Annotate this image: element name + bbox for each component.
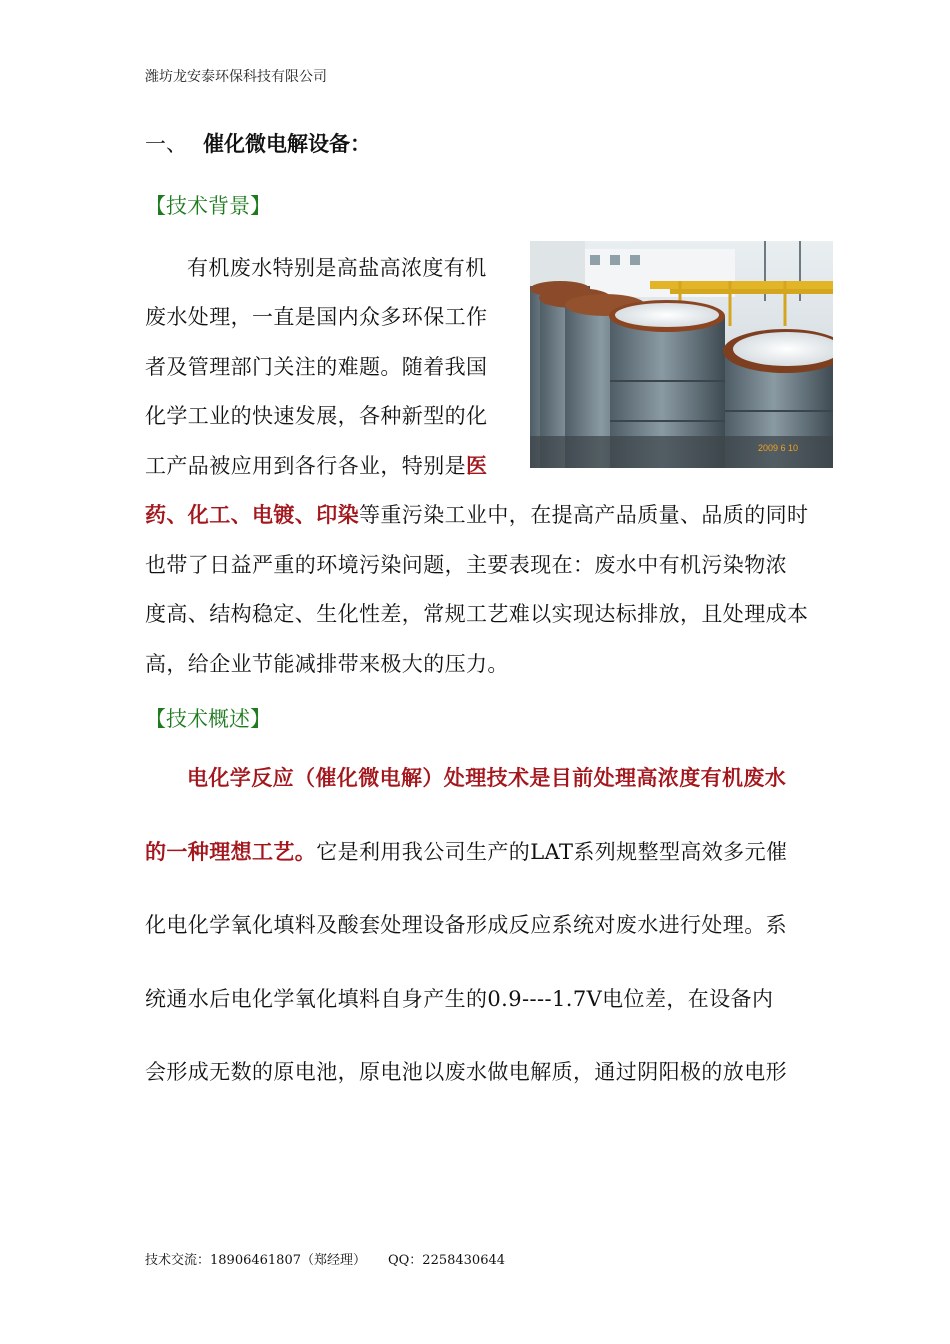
paragraph-line: 也带了日益严重的环境污染问题，主要表现在：废水中有机污染物浓 xyxy=(145,553,787,577)
paragraph-text: 等重污染工业中，在提高产品质量、品质的同时 xyxy=(359,503,809,527)
label-tech-overview: 【技术概述】 xyxy=(145,707,271,731)
page-footer xyxy=(145,1249,505,1268)
paragraph-line: 统通水后电化学氧化填料自身产生的0.9----1.7V电位差，在设备内 xyxy=(145,987,774,1011)
photo-date-stamp: 2009 6 10 xyxy=(758,443,799,453)
highlight-industries: 药、化工、电镀、印染 xyxy=(145,502,359,527)
footer-contact: 技术交流：18906461807（郑经理） xyxy=(145,1253,366,1268)
paragraph-line: 化电化学氧化填料及酸套处理设备形成反应系统对废水进行处理。系 xyxy=(145,913,787,937)
page-header: 潍坊龙安泰环保科技有限公司 xyxy=(145,69,327,85)
heading-title: 催化微电解设备： xyxy=(203,131,371,156)
paragraph-line: 有机废水特别是高盐高浓度有机 xyxy=(187,256,487,280)
highlight-text: 医 xyxy=(466,453,488,478)
paragraph-line xyxy=(145,838,787,866)
heading-number: 一、 xyxy=(145,132,187,156)
paragraph-line: 废水处理，一直是国内众多环保工作 xyxy=(145,305,488,329)
paragraph-line xyxy=(187,764,786,792)
paragraph-text: 它是利用我公司生产的LAT系列规整型高效多元催 xyxy=(316,840,788,864)
footer-qq: QQ：2258430644 xyxy=(387,1253,506,1268)
paragraph-line: 化学工业的快速发展，各种新型的化 xyxy=(145,404,488,428)
equipment-photo xyxy=(530,241,833,468)
paragraph-line: 高，给企业节能减排带来极大的压力。 xyxy=(145,652,509,676)
section-heading xyxy=(145,128,371,158)
paragraph-line: 度高、结构稳定、生化性差，常规工艺难以实现达标排放，且处理成本 xyxy=(145,602,809,626)
label-tech-background: 【技术背景】 xyxy=(145,194,271,218)
paragraph-line xyxy=(145,452,487,480)
highlight-text: 的一种理想工艺。 xyxy=(145,839,317,864)
highlight-text: 电化学反应（催化微电解）处理技术是目前处理高浓度有机废水 xyxy=(187,765,787,790)
paragraph-line: 会形成无数的原电池，原电池以废水做电解质，通过阴阳极的放电形 xyxy=(145,1060,787,1084)
paragraph-text: 工产品被应用到各行各业，特别是 xyxy=(145,454,466,478)
paragraph-line xyxy=(145,501,808,529)
paragraph-line: 者及管理部门关注的难题。随着我国 xyxy=(145,355,488,379)
